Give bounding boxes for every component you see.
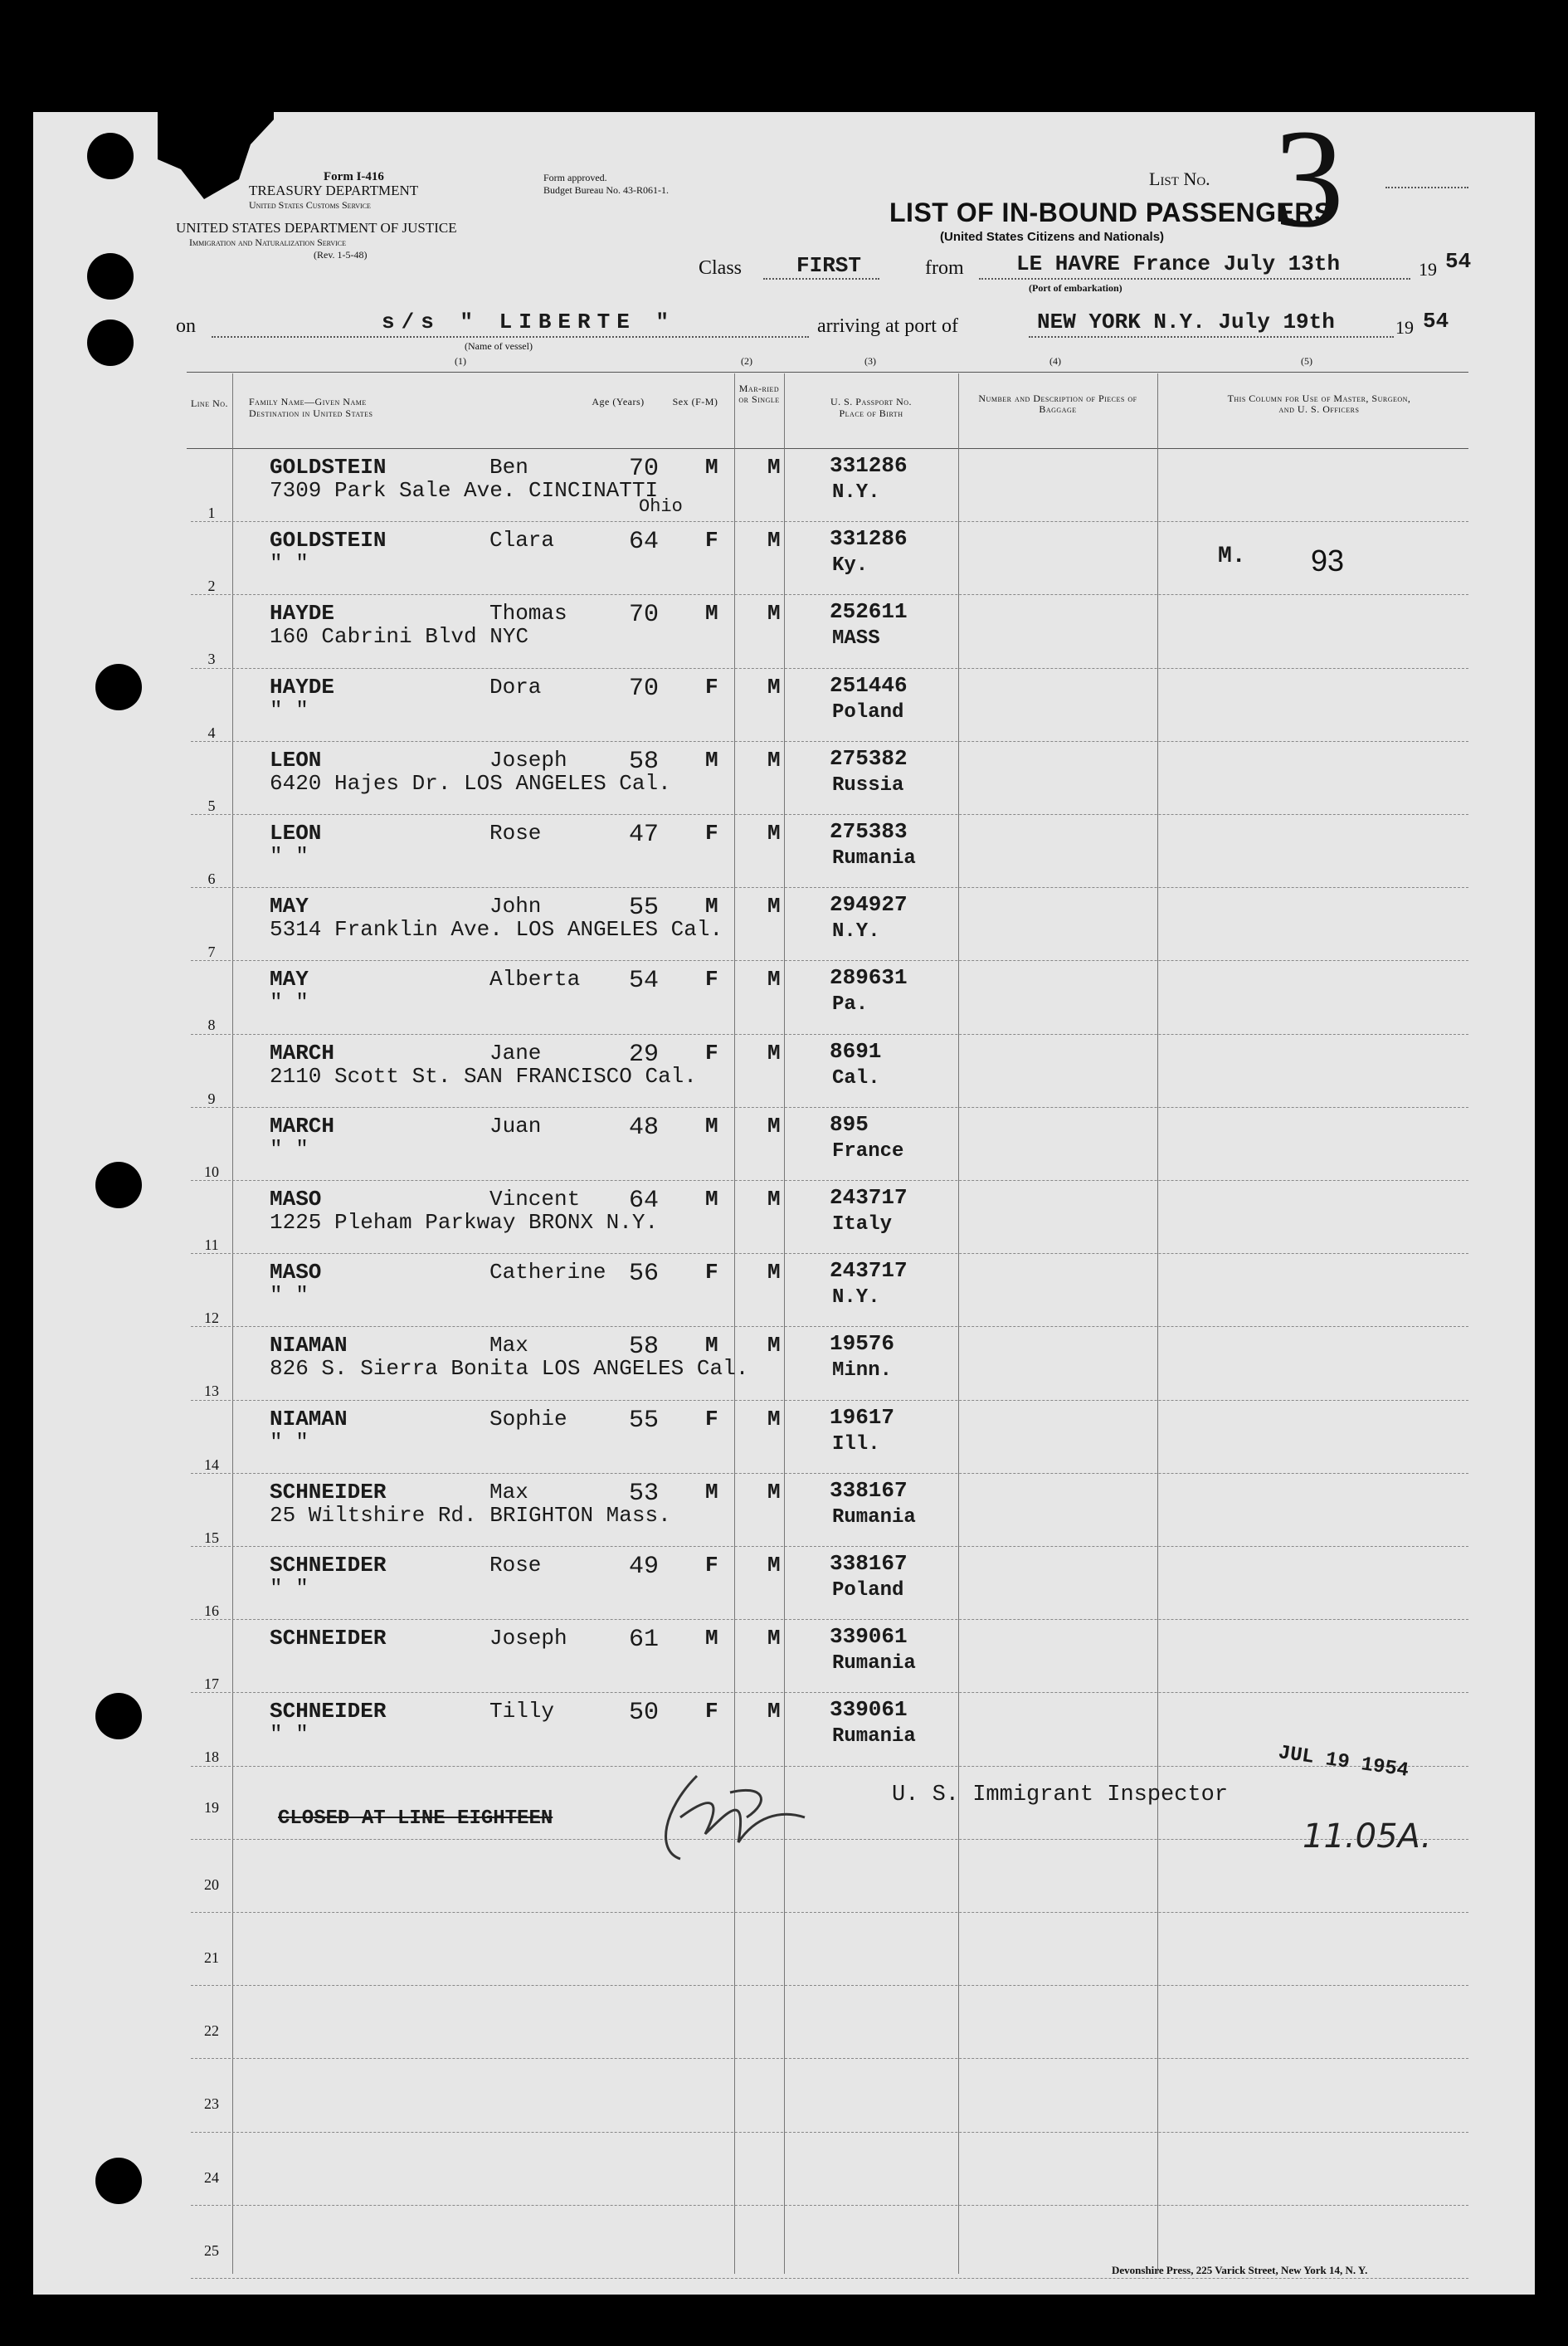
line-number: 1 [207, 505, 216, 521]
place-of-birth: MASS [832, 627, 880, 651]
marital-status: M [767, 1406, 781, 1431]
list-no-label: List No. [1149, 168, 1210, 189]
marital-status: M [767, 1553, 781, 1578]
place-of-birth: France [832, 1139, 904, 1163]
destination: 1225 Pleham Parkway BRONX N.Y. [270, 1210, 659, 1235]
passport-number: 895 [830, 1111, 869, 1137]
marital-status: M [767, 894, 781, 919]
sex: M [705, 1626, 718, 1651]
row-divider [191, 2132, 1468, 2133]
col-line-no: Line No. [190, 398, 229, 409]
place-of-birth: Pa. [832, 993, 869, 1017]
marital-status: M [767, 1699, 781, 1724]
marital-status: M [767, 1113, 781, 1139]
destination: 5314 Franklin Ave. LOS ANGELES Cal. [270, 917, 723, 943]
row-divider [191, 814, 1468, 815]
given-name: Sophie [489, 1406, 567, 1431]
age: 29 [629, 1040, 660, 1069]
sex: M [705, 747, 718, 773]
marital-status: M [767, 1626, 781, 1651]
line-number: 9 [207, 1090, 216, 1107]
vessel-caption: (Name of vessel) [465, 340, 533, 352]
family-name: HAYDE [270, 674, 335, 700]
place-of-birth: Italy [832, 1213, 893, 1236]
place-of-birth: Ill. [832, 1432, 880, 1456]
passport-number: 289631 [830, 965, 908, 991]
line-number: 11 [204, 1236, 219, 1253]
age: 70 [629, 601, 660, 630]
place-of-birth: Russia [832, 773, 904, 797]
form-number: Form I-416 [324, 170, 384, 183]
sex: F [705, 1260, 718, 1285]
row-divider [191, 1107, 1468, 1108]
col-baggage: Number and Description of Pieces of Baggage [978, 393, 1137, 415]
passport-number: 252611 [830, 599, 908, 625]
passport-number: 251446 [830, 672, 908, 698]
class-label: Class [699, 257, 743, 279]
destination: " " [270, 551, 309, 577]
inspector-title: U. S. Immigrant Inspector [892, 1783, 1229, 1807]
family-name: HAYDE [270, 601, 335, 627]
row-divider [191, 594, 1468, 595]
col-destination: Destination in United States [249, 407, 373, 419]
sex: M [705, 1333, 718, 1358]
given-name: Catherine [489, 1260, 606, 1285]
destination: " " [270, 990, 309, 1016]
line-number: 23 [204, 2095, 219, 2113]
revision-date: (Rev. 1-5-48) [314, 249, 368, 261]
age: 55 [629, 894, 660, 923]
place-of-birth: Ky. [832, 554, 869, 578]
family-name: GOLDSTEIN [270, 455, 387, 480]
given-name: Alberta [489, 967, 581, 993]
age: 56 [629, 1260, 660, 1289]
row-divider [191, 1400, 1468, 1401]
initials: 11.05A. [1303, 1817, 1432, 1856]
row-divider [191, 521, 1468, 522]
punch-hole [87, 253, 134, 300]
sex: M [705, 455, 718, 480]
marital-status: M [767, 1260, 781, 1285]
age: 53 [629, 1479, 660, 1508]
passport-number: 331286 [830, 453, 908, 478]
marital-status: M [767, 1479, 781, 1505]
passport-number: 294927 [830, 892, 908, 918]
punch-hole [95, 2158, 142, 2204]
age: 49 [629, 1553, 660, 1581]
form-approved: Form approved. [543, 172, 607, 183]
given-name: Ben [489, 455, 528, 480]
line-number: 19 [204, 1798, 219, 1816]
destination: " " [270, 1576, 309, 1601]
line-number: 7 [207, 944, 216, 961]
given-name: Dora [489, 674, 542, 700]
place-of-birth: N.Y. [832, 1286, 880, 1310]
date-stamp: JUL 19 1954 [1276, 1742, 1410, 1783]
age: 58 [629, 1333, 660, 1362]
punch-hole [87, 133, 134, 179]
given-name: Rose [489, 1553, 542, 1578]
family-name: MARCH [270, 1113, 335, 1139]
arriving-label: arriving at port of [817, 315, 958, 337]
row-divider [191, 1326, 1468, 1327]
year-prefix-2: 19 [1395, 317, 1414, 338]
marital-status: M [767, 1187, 781, 1212]
col-age: Age (Years) [592, 396, 645, 407]
row-divider [191, 960, 1468, 961]
line-number: 8 [207, 1017, 216, 1034]
place-of-birth: Rumania [832, 1725, 916, 1749]
col-passport: U. S. Passport No. [830, 396, 913, 407]
given-name: Clara [489, 528, 555, 554]
marital-status: M [767, 967, 781, 993]
passport-number: 338167 [830, 1477, 908, 1503]
officer-mark: M. [1218, 544, 1246, 569]
form-title: LIST OF IN-BOUND PASSENGERS [889, 198, 1332, 227]
line-number: 16 [204, 1602, 219, 1619]
passport-number: 243717 [830, 1258, 908, 1284]
punch-hole [95, 1162, 142, 1208]
given-name: Joseph [489, 1626, 567, 1651]
row-divider [191, 887, 1468, 888]
sex: M [705, 601, 718, 627]
family-name: GOLDSTEIN [270, 528, 387, 554]
sex: M [705, 894, 718, 919]
sex: F [705, 1553, 718, 1578]
line-number: 18 [204, 1749, 219, 1766]
line-number: 24 [204, 2168, 219, 2186]
given-name: Max [489, 1333, 528, 1358]
family-name: SCHNEIDER [270, 1699, 387, 1724]
row-divider [191, 2058, 1468, 2059]
col-number-4: (4) [1049, 355, 1061, 367]
line-number: 6 [207, 871, 216, 887]
line-number: 3 [207, 651, 216, 668]
family-name: LEON [270, 747, 322, 773]
col-officers: This Column for Use of Master, Surgeon, and U. S. Officers [1227, 393, 1411, 415]
row-divider [191, 1473, 1468, 1474]
place-of-birth: Minn. [832, 1359, 893, 1383]
destination: 25 Wiltshire Rd. BRIGHTON Mass. [270, 1502, 671, 1528]
printer-footer: Devonshire Press, 225 Varick Street, New York 14, N. Y. [1112, 2264, 1368, 2276]
vessel-name: s/s " LIBERTE " [382, 310, 676, 334]
family-name: SCHNEIDER [270, 1479, 387, 1505]
place-of-birth: Rumania [832, 847, 916, 870]
age: 58 [629, 747, 660, 776]
family-name: SCHNEIDER [270, 1626, 387, 1651]
destination: 160 Cabrini Blvd NYC [270, 624, 529, 650]
family-name: NIAMAN [270, 1333, 348, 1358]
destination: " " [270, 1283, 309, 1309]
arrival-value: NEW YORK N.Y. July 19th [1037, 310, 1335, 334]
punch-hole [95, 1693, 142, 1739]
col-number-1: (1) [455, 355, 466, 367]
line-number: 2 [207, 578, 216, 595]
family-name: MAY [270, 894, 309, 919]
family-name: MASO [270, 1260, 322, 1285]
place-of-birth: Cal. [832, 1066, 880, 1090]
family-name: MAY [270, 967, 309, 993]
treasury-dept: TREASURY DEPARTMENT [249, 183, 419, 198]
col-sex: Sex (F-M) [672, 396, 718, 407]
sex: M [705, 1479, 718, 1505]
marital-status: M [767, 455, 781, 480]
given-name: Joseph [489, 747, 567, 773]
justice-dept: UNITED STATES DEPARTMENT OF JUSTICE [176, 220, 457, 236]
destination: " " [270, 1136, 309, 1162]
passport-number: 275383 [830, 819, 908, 844]
age: 54 [629, 967, 660, 996]
passport-number: 339061 [830, 1624, 908, 1650]
marital-status: M [767, 601, 781, 627]
sex: F [705, 821, 718, 846]
inspector-signature [647, 1759, 871, 1867]
sex: F [705, 1699, 718, 1724]
line-number: 25 [204, 2241, 219, 2259]
sex: M [705, 1113, 718, 1139]
line-number: 17 [204, 1675, 219, 1693]
punch-hole [87, 319, 134, 366]
age: 70 [629, 674, 660, 703]
passport-number: 19617 [830, 1404, 895, 1430]
embark-caption: (Port of embarkation) [1029, 282, 1122, 294]
list-number: 3 [1273, 100, 1344, 256]
destination: 2110 Scott St. SAN FRANCISCO Cal. [270, 1063, 697, 1089]
place-of-birth: Rumania [832, 1505, 916, 1529]
officer-note: 93 [1311, 544, 1345, 578]
place-of-birth: Poland [832, 700, 904, 724]
line-number: 12 [204, 1310, 219, 1327]
line-number: 21 [204, 1949, 219, 1966]
col-number-5: (5) [1301, 355, 1312, 367]
family-name: MARCH [270, 1040, 335, 1066]
marital-status: M [767, 821, 781, 846]
age: 55 [629, 1406, 660, 1435]
sex: F [705, 1040, 718, 1066]
row-divider [191, 741, 1468, 742]
age: 50 [629, 1699, 660, 1728]
col-birth: Place of Birth [839, 407, 903, 419]
passport-number: 331286 [830, 526, 908, 552]
col-number-2: (2) [741, 355, 752, 367]
age: 48 [629, 1113, 660, 1142]
marital-status: M [767, 674, 781, 700]
line-number: 13 [204, 1383, 219, 1400]
destination: 826 S. Sierra Bonita LOS ANGELES Cal. [270, 1356, 749, 1382]
row-divider [191, 1692, 1468, 1693]
passport-number: 338167 [830, 1551, 908, 1576]
age: 64 [629, 1187, 660, 1215]
from-value: LE HAVRE France July 13th [1016, 251, 1341, 276]
family-name: MASO [270, 1187, 322, 1212]
row-divider [191, 1253, 1468, 1254]
row-divider [191, 668, 1468, 669]
punch-hole [95, 664, 142, 710]
sex: F [705, 967, 718, 993]
place-of-birth: Poland [832, 1579, 904, 1602]
age: 47 [629, 821, 660, 849]
given-name: Juan [489, 1113, 542, 1139]
budget-bureau: Budget Bureau No. 43-R061-1. [543, 184, 669, 196]
place-of-birth: N.Y. [832, 481, 880, 504]
customs-service: United States Customs Service [249, 199, 371, 211]
passport-number: 19576 [830, 1331, 895, 1357]
line-number: 10 [204, 1163, 219, 1180]
sex: F [705, 528, 718, 554]
sex: F [705, 1406, 718, 1431]
place-of-birth: N.Y. [832, 920, 880, 944]
family-name: SCHNEIDER [270, 1553, 387, 1578]
destination: 6420 Hajes Dr. LOS ANGELES Cal. [270, 770, 671, 796]
passport-number: 243717 [830, 1185, 908, 1210]
age: 61 [629, 1626, 660, 1655]
destination: " " [270, 844, 309, 869]
destination: " " [270, 1429, 309, 1455]
line-number: 20 [204, 1875, 219, 1893]
given-name: Rose [489, 821, 542, 846]
sex: F [705, 674, 718, 700]
col-number-3: (3) [864, 355, 876, 367]
ins-service: Immigration and Naturalization Service [189, 237, 347, 248]
given-name: Tilly [489, 1699, 555, 1724]
place-of-birth: Rumania [832, 1652, 916, 1675]
given-name: John [489, 894, 542, 919]
year-1: 54 [1445, 249, 1472, 274]
age: 70 [629, 455, 660, 483]
destination: " " [270, 1722, 309, 1748]
age: 64 [629, 528, 660, 557]
line-number: 15 [204, 1529, 219, 1546]
marital-status: M [767, 1040, 781, 1066]
sex: M [705, 1187, 718, 1212]
form-subtitle: (United States Citizens and Nationals) [940, 230, 1165, 244]
line-number: 4 [207, 724, 216, 741]
row-divider [191, 2278, 1468, 2279]
year-prefix-1: 19 [1419, 259, 1437, 280]
year-2: 54 [1423, 309, 1449, 334]
passport-number: 275382 [830, 745, 908, 771]
row-divider [191, 1546, 1468, 1547]
class-value: FIRST [796, 253, 862, 278]
given-name: Thomas [489, 601, 567, 627]
marital-status: M [767, 1333, 781, 1358]
row-divider [191, 1912, 1468, 1913]
given-name: Max [489, 1479, 528, 1505]
family-name: NIAMAN [270, 1406, 348, 1431]
destination-state: Ohio [639, 496, 683, 517]
col-name: Family Name—Given Name [249, 396, 367, 407]
col-married: Mar-ried or Single [738, 383, 780, 405]
on-label: on [176, 315, 196, 337]
given-name: Vincent [489, 1187, 581, 1212]
marital-status: M [767, 528, 781, 554]
row-divider [191, 1034, 1468, 1035]
destination: 7309 Park Sale Ave. CINCINATTI [270, 478, 659, 503]
row-divider [191, 1180, 1468, 1181]
from-label: from [925, 257, 964, 279]
line-number: 5 [207, 797, 216, 814]
row-divider [191, 1985, 1468, 1986]
line-number: 14 [204, 1456, 219, 1473]
family-name: LEON [270, 821, 322, 846]
row-divider [191, 1619, 1468, 1620]
row-divider [191, 2205, 1468, 2206]
passport-number: 8691 [830, 1038, 882, 1064]
passport-number: 339061 [830, 1697, 908, 1723]
closed-at-line-text: CLOSED AT LINE EIGHTEEN [278, 1807, 553, 1830]
line-number: 22 [204, 2022, 219, 2040]
marital-status: M [767, 747, 781, 773]
given-name: Jane [489, 1040, 542, 1066]
destination: " " [270, 697, 309, 723]
